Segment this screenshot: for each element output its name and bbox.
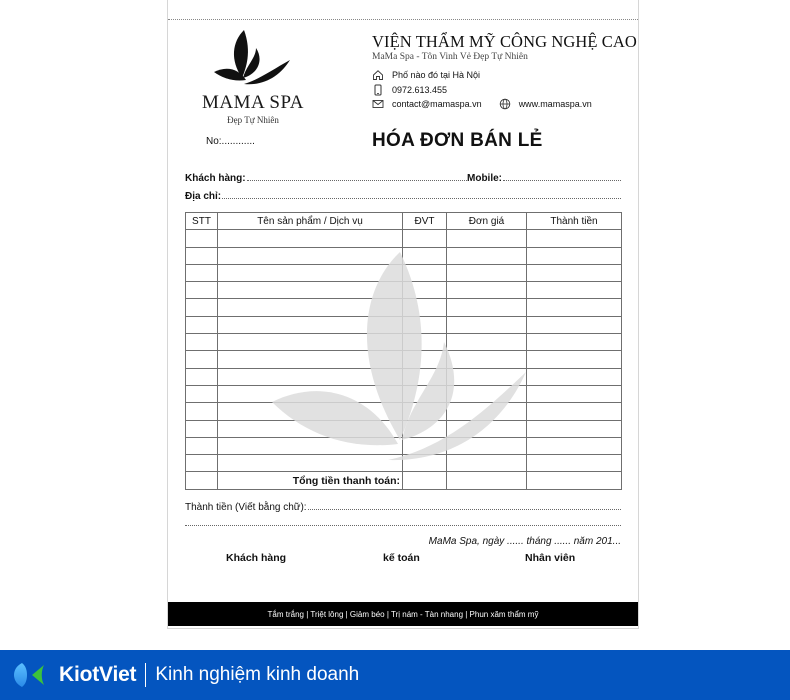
address-text: Phố nào đó tại Hà Nội xyxy=(392,70,481,80)
table-cell[interactable] xyxy=(218,264,403,281)
table-row xyxy=(186,230,622,247)
table-cell[interactable] xyxy=(218,230,403,247)
invoice-number: No:............ xyxy=(206,136,255,147)
table-row xyxy=(186,247,622,264)
col-stt: STT xyxy=(186,213,218,230)
total-unit-cell xyxy=(403,472,447,489)
table-row xyxy=(186,455,622,472)
table-cell[interactable] xyxy=(218,385,403,402)
total-stt-cell xyxy=(186,472,218,489)
table-cell[interactable] xyxy=(403,230,447,247)
globe-icon xyxy=(499,98,511,110)
table-row xyxy=(186,437,622,454)
amount-in-words-field[interactable] xyxy=(308,500,621,510)
table-cell[interactable] xyxy=(403,299,447,316)
table-cell[interactable] xyxy=(186,264,218,281)
table-cell[interactable] xyxy=(527,334,622,351)
table-cell[interactable] xyxy=(186,230,218,247)
table-cell[interactable] xyxy=(447,230,527,247)
email-text: contact@mamaspa.vn xyxy=(392,99,482,109)
table-cell[interactable] xyxy=(527,299,622,316)
table-cell[interactable] xyxy=(218,403,403,420)
table-cell[interactable] xyxy=(218,299,403,316)
total-label: Tổng tiền thanh toán: xyxy=(218,472,403,489)
table-cell[interactable] xyxy=(186,385,218,402)
kiotviet-banner xyxy=(0,650,790,700)
table-cell[interactable] xyxy=(527,351,622,368)
total-row xyxy=(186,472,622,489)
signature-accountant: kế toán xyxy=(383,552,420,564)
lotus-logo-icon xyxy=(212,28,292,92)
organization-slogan: MaMa Spa - Tôn Vinh Vẻ Đẹp Tự Nhiên xyxy=(372,52,528,62)
table-cell[interactable] xyxy=(403,247,447,264)
table-cell[interactable] xyxy=(403,437,447,454)
amount-in-words-label: Thành tiền (Viết bằng chữ): xyxy=(185,502,307,513)
table-cell[interactable] xyxy=(447,385,527,402)
table-cell[interactable] xyxy=(447,316,527,333)
kiotviet-logo-icon xyxy=(14,662,50,688)
table-cell[interactable] xyxy=(403,385,447,402)
contact-phone xyxy=(372,84,447,96)
mobile-label: Mobile: xyxy=(467,173,502,184)
table-cell[interactable] xyxy=(186,334,218,351)
services-text: Tắm trắng | Triệt lông | Giảm béo | Trị nám - Tàn nhang | Phun xăm thẩm mỹ xyxy=(267,609,539,619)
kiotviet-tagline: Kinh nghiệm kinh doanh xyxy=(155,664,360,685)
date-line: MaMa Spa, ngày ...... tháng ...... năm 201... xyxy=(428,536,621,547)
table-cell[interactable] xyxy=(186,420,218,437)
table-cell[interactable] xyxy=(527,316,622,333)
table-cell[interactable] xyxy=(527,437,622,454)
col-unit: ĐVT xyxy=(403,213,447,230)
table-cell[interactable] xyxy=(218,420,403,437)
table-cell[interactable] xyxy=(447,264,527,281)
table-cell[interactable] xyxy=(527,368,622,385)
table-cell[interactable] xyxy=(403,264,447,281)
contact-address xyxy=(372,69,480,81)
mobile-field[interactable] xyxy=(503,171,621,181)
banner-divider xyxy=(145,663,146,687)
table-cell[interactable] xyxy=(527,403,622,420)
table-row xyxy=(186,385,622,402)
table-cell[interactable] xyxy=(186,403,218,420)
table-row xyxy=(186,299,622,316)
items-table xyxy=(185,212,622,490)
invoice-page xyxy=(167,0,639,629)
table-cell[interactable] xyxy=(447,334,527,351)
table-cell[interactable] xyxy=(218,334,403,351)
table-cell[interactable] xyxy=(186,282,218,299)
table-row xyxy=(186,316,622,333)
table-cell[interactable] xyxy=(218,247,403,264)
brand-name: MAMA SPA xyxy=(201,92,305,113)
table-cell[interactable] xyxy=(447,299,527,316)
table-cell[interactable] xyxy=(527,247,622,264)
table-cell[interactable] xyxy=(527,420,622,437)
table-cell[interactable] xyxy=(447,437,527,454)
table-cell[interactable] xyxy=(447,368,527,385)
signature-customer: Khách hàng xyxy=(226,552,287,564)
home-icon xyxy=(372,69,384,81)
table-cell[interactable] xyxy=(403,334,447,351)
services-footer xyxy=(168,602,638,626)
table-cell[interactable] xyxy=(186,437,218,454)
table-cell[interactable] xyxy=(403,351,447,368)
table-cell[interactable] xyxy=(186,299,218,316)
contact-email-web xyxy=(372,98,592,110)
table-cell[interactable] xyxy=(447,455,527,472)
table-cell[interactable] xyxy=(527,385,622,402)
table-cell[interactable] xyxy=(186,455,218,472)
table-header-row xyxy=(186,213,622,230)
table-cell[interactable] xyxy=(403,368,447,385)
mail-icon xyxy=(372,98,384,110)
phone-text: 0972.613.455 xyxy=(392,85,448,95)
table-cell[interactable] xyxy=(403,316,447,333)
table-cell[interactable] xyxy=(218,316,403,333)
table-cell[interactable] xyxy=(403,455,447,472)
signature-staff: Nhân viên xyxy=(525,552,576,564)
table-row xyxy=(186,282,622,299)
table-cell[interactable] xyxy=(186,368,218,385)
invoice-title: HÓA ĐƠN BÁN LẺ xyxy=(372,130,543,151)
amount-in-words-row xyxy=(185,500,621,513)
table-cell[interactable] xyxy=(186,351,218,368)
table-cell[interactable] xyxy=(218,368,403,385)
table-row xyxy=(186,334,622,351)
address-label: Địa chỉ: xyxy=(185,191,222,202)
table-cell[interactable] xyxy=(186,247,218,264)
col-unit-price: Đơn giá xyxy=(447,213,527,230)
total-price-cell xyxy=(447,472,527,489)
table-row xyxy=(186,351,622,368)
table-cell[interactable] xyxy=(447,247,527,264)
brand-tagline: Đẹp Tự Nhiên xyxy=(227,115,279,125)
table-cell[interactable] xyxy=(218,282,403,299)
table-cell[interactable] xyxy=(218,351,403,368)
table-cell[interactable] xyxy=(527,455,622,472)
table-cell[interactable] xyxy=(218,455,403,472)
table-row xyxy=(186,368,622,385)
table-cell[interactable] xyxy=(527,282,622,299)
table-cell[interactable] xyxy=(186,316,218,333)
website-text: www.mamaspa.vn xyxy=(518,99,592,109)
address-row xyxy=(185,189,621,202)
table-row xyxy=(186,420,622,437)
address-field[interactable] xyxy=(222,189,621,199)
kiotviet-brand: KiotViet xyxy=(59,663,137,686)
table-cell[interactable] xyxy=(403,420,447,437)
table-row xyxy=(186,264,622,281)
table-cell[interactable] xyxy=(403,282,447,299)
table-cell[interactable] xyxy=(447,403,527,420)
customer-label: Khách hàng: xyxy=(185,173,246,184)
col-amount: Thành tiền xyxy=(527,213,622,230)
phone-icon xyxy=(372,84,384,96)
col-product: Tên sản phẩm / Dịch vụ xyxy=(218,213,403,230)
table-cell[interactable] xyxy=(527,264,622,281)
table-cell[interactable] xyxy=(447,420,527,437)
total-amount-cell[interactable] xyxy=(527,472,622,489)
customer-row xyxy=(185,171,621,184)
table-row xyxy=(186,403,622,420)
customer-field[interactable] xyxy=(247,171,467,181)
table-cell[interactable] xyxy=(218,437,403,454)
amount-in-words-line-2[interactable] xyxy=(185,525,621,526)
cut-line xyxy=(168,19,638,20)
table-cell[interactable] xyxy=(403,403,447,420)
table-cell[interactable] xyxy=(447,282,527,299)
organization-title: VIỆN THẨM MỸ CÔNG NGHỆ CAO xyxy=(372,32,637,51)
table-cell[interactable] xyxy=(447,351,527,368)
table-cell[interactable] xyxy=(527,230,622,247)
